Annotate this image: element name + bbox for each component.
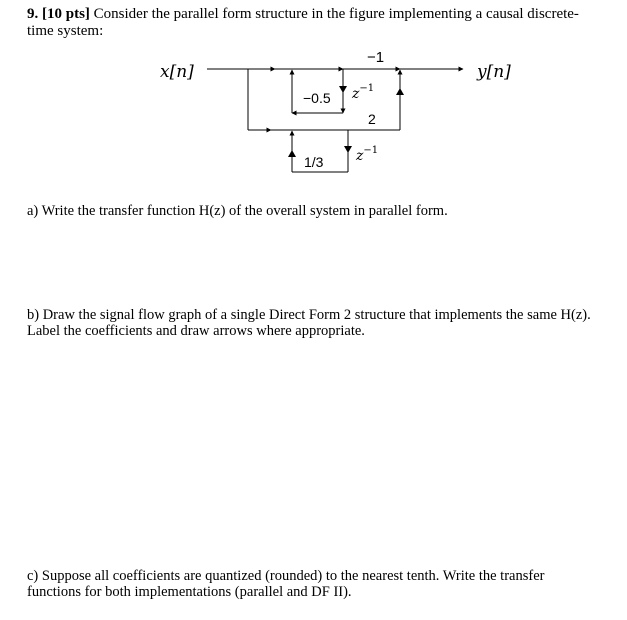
- signal-flow-graph: [0, 0, 627, 200]
- lower-delay-exp: −1: [363, 145, 379, 156]
- part-c: [27, 568, 617, 600]
- question-intro: Consider the parallel form structure in the figure implementing a causal discrete-: [93, 6, 579, 22]
- upper-delay-exp: −1: [359, 83, 375, 94]
- lower-feedback-gain: 1/3: [304, 154, 324, 170]
- part-b-line-2: Label the coefficients and draw arrows where appropriate.: [27, 323, 365, 339]
- right-mid-arrow: [396, 88, 404, 95]
- lower-feedback-arrow: [288, 150, 296, 157]
- input-label: x[n]: [160, 62, 194, 82]
- top-gain-label: −1: [367, 49, 385, 66]
- part-c-line-2: functions for both implementations (parallel and DF II).: [27, 584, 352, 600]
- question-points: [10 pts]: [42, 6, 90, 22]
- part-c-line-1: c) Suppose all coefficients are quantized (rounded) to the nearest tenth. Write the transfer: [27, 568, 545, 584]
- lower-delay-label: [355, 145, 378, 164]
- lower-delay-arrow: [344, 146, 352, 153]
- part-b-line-1: b) Draw the signal flow graph of a single Direct Form 2 structure that implements the same H(z).: [27, 307, 591, 323]
- output-label: y[n]: [477, 62, 511, 82]
- upper-feedback-gain: −0.5: [303, 90, 331, 106]
- lower-delay-base: z: [356, 148, 364, 164]
- upper-delay-base: z: [352, 86, 360, 102]
- upper-delay-label: [351, 83, 374, 102]
- question-intro-continued: time system:: [27, 23, 104, 39]
- part-a: a) Write the transfer function H(z) of the overall system in parallel form.: [27, 203, 448, 219]
- question-number: 9.: [27, 6, 39, 22]
- part-b: [27, 307, 617, 339]
- feedforward-gain: 2: [368, 111, 376, 127]
- upper-delay-arrow: [339, 86, 347, 93]
